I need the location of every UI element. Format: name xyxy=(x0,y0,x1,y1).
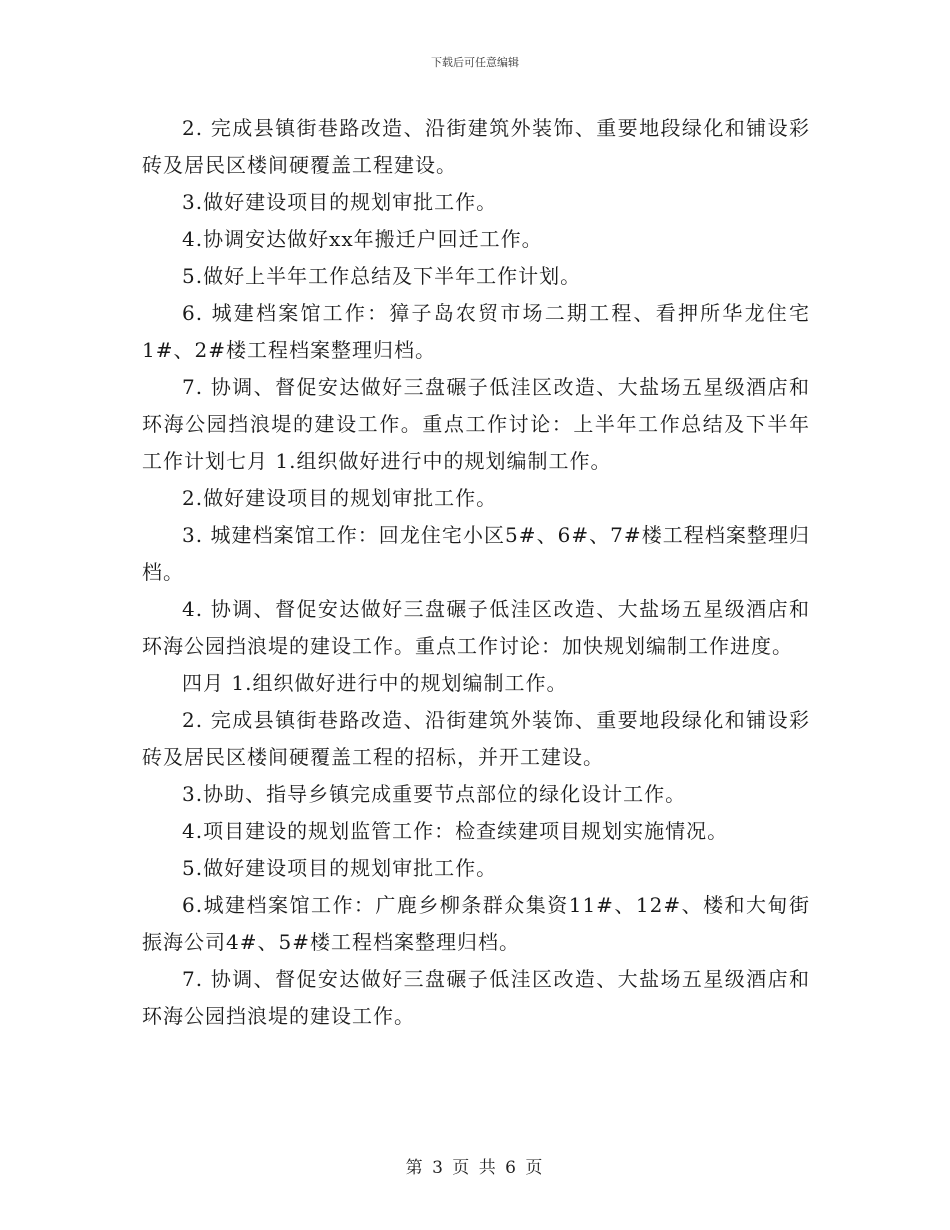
paragraph: 6.城建档案馆工作：广鹿乡柳条群众集资11#、12#、楼和大甸街振海公司4#、5#楼工程档案整理归档。 xyxy=(142,893,810,954)
paragraph: 7. 协调、督促安达做好三盘碾子低洼区改造、大盐场五星级酒店和环海公园挡浪堤的建设工作。 xyxy=(142,967,810,1028)
paragraph: 2. 完成县镇街巷路改造、沿街建筑外装饰、重要地段绿化和铺设彩砖及居民区楼间硬覆盖工程的招标，并开工建设。 xyxy=(142,708,810,769)
paragraph: 3. 城建档案馆工作：回龙住宅小区5#、6#、7#楼工程档案整理归档。 xyxy=(142,523,810,584)
paragraph: 2. 完成县镇街巷路改造、沿街建筑外装饰、重要地段绿化和铺设彩砖及居民区楼间硬覆盖工程建设。 xyxy=(142,116,810,177)
paragraph: 3.做好建设项目的规划审批工作。 xyxy=(182,190,498,214)
paragraph: 4.协调安达做好xx年搬迁户回迁工作。 xyxy=(182,227,543,251)
paragraph: 4.项目建设的规划监管工作：检查续建项目规划实施情况。 xyxy=(182,819,729,843)
paragraph: 四月 1.组织做好进行中的规划编制工作。 xyxy=(182,671,568,695)
paragraph: 5.做好建设项目的规划审批工作。 xyxy=(182,856,498,880)
document-body xyxy=(142,110,810,1035)
paragraph: 7. 协调、督促安达做好三盘碾子低洼区改造、大盐场五星级酒店和环海公园挡浪堤的建设工作。重点工作讨论：上半年工作总结及下半年工作计划七月 1.组织做好进行中的规划编制工作。 xyxy=(142,375,810,473)
page-number-footer: 第 3 页 共 6 页 xyxy=(405,1158,545,1178)
paragraph: 3.协助、指导乡镇完成重要节点部位的绿化设计工作。 xyxy=(182,782,687,806)
paragraph: 5.做好上半年工作总结及下半年工作计划。 xyxy=(182,264,582,288)
page-header-note: 下载后可任意编辑 xyxy=(431,56,519,69)
paragraph: 6. 城建档案馆工作：獐子岛农贸市场二期工程、看押所华龙住宅1#、2#楼工程档案整理归档。 xyxy=(142,301,810,362)
paragraph: 4. 协调、督促安达做好三盘碾子低洼区改造、大盐场五星级酒店和环海公园挡浪堤的建设工作。重点工作讨论：加快规划编制工作进度。 xyxy=(142,597,810,658)
paragraph: 2.做好建设项目的规划审批工作。 xyxy=(182,486,498,510)
